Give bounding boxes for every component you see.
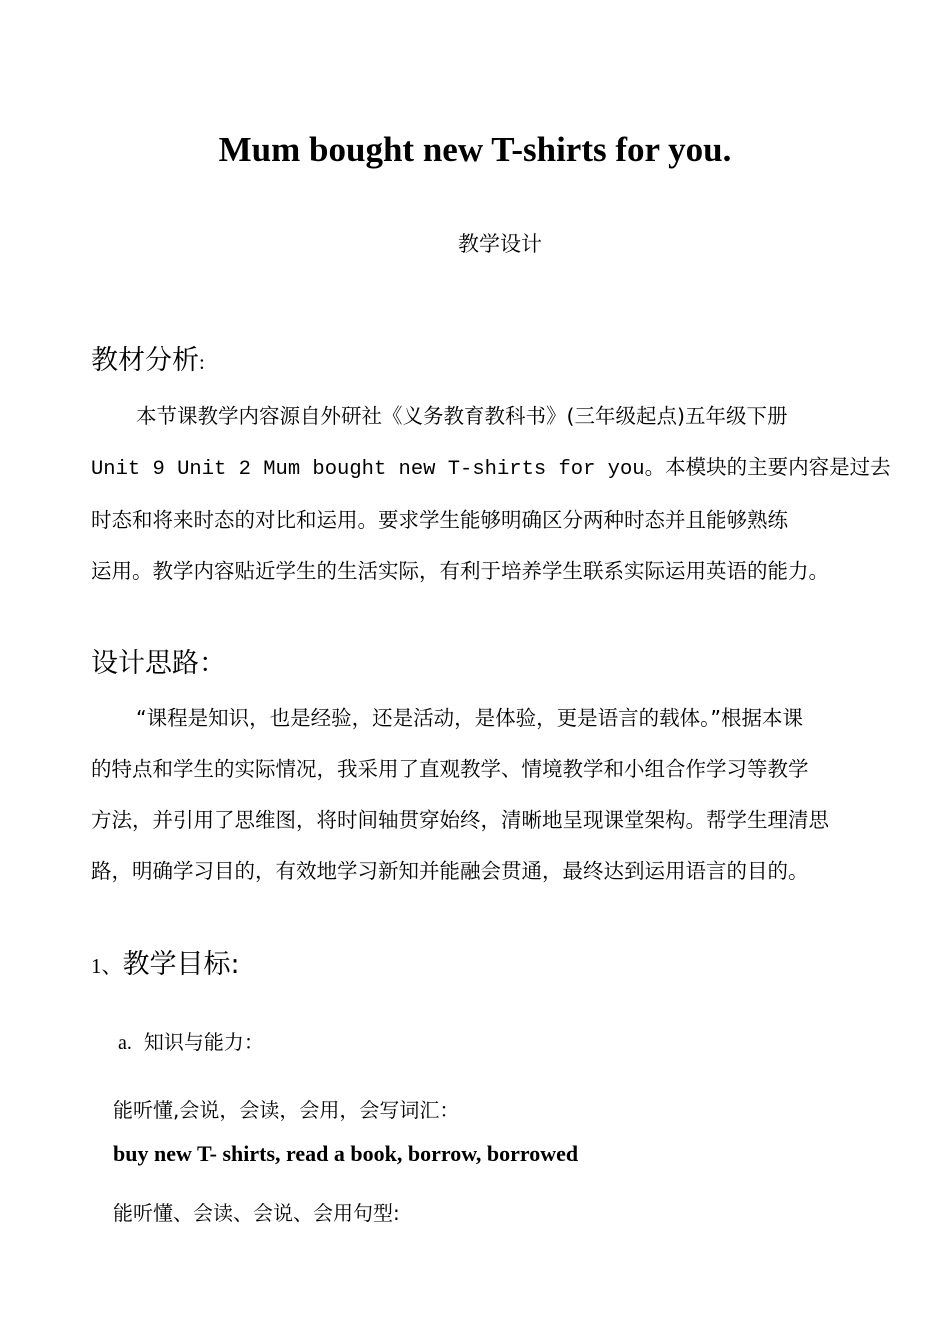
paragraph-line: 路，明确学习目的，有效地学习新知并能融会贯通，最终达到运用语言的目的。 xyxy=(91,859,809,883)
paragraph-line-part: 本模块的主要内容是过去 xyxy=(665,455,891,479)
paragraph-line: “课程是知识，也是经验，还是活动，是体验，更是语言的载体。”根据本课 xyxy=(136,706,803,730)
subheading-knowledge-ability xyxy=(118,1026,264,1055)
document-subtitle: 教学设计 xyxy=(458,232,542,256)
vocabulary-intro: 能听懂,会说，会读，会用，会写词汇： xyxy=(113,1098,460,1122)
paragraph-line: 时态和将来时态的对比和运用。要求学生能够明确区分两种时态并且能够熟练 xyxy=(91,508,788,532)
paragraph-line: 运用。教学内容贴近学生的生活实际，有利于培养学生联系实际运用英语的能力。 xyxy=(91,559,829,583)
section-heading-teaching-goals xyxy=(91,942,240,981)
section-heading-design-ideas: 设计思路： xyxy=(91,648,226,679)
subheading-text: 知识与能力： xyxy=(143,1030,264,1054)
sentence-patterns-intro: 能听懂、会读、会说、会用句型: xyxy=(113,1201,400,1225)
section-heading-material-analysis xyxy=(91,338,205,377)
section-number: 1、 xyxy=(91,954,123,978)
vocabulary-list: buy new T- shirts, read a book, borrow, borrowed xyxy=(113,1141,579,1166)
paragraph-line xyxy=(91,442,891,495)
paragraph-line: 的特点和学生的实际情况，我采用了直观教学、情境教学和小组合作学习等教学 xyxy=(91,757,809,781)
list-marker: a. xyxy=(118,1032,132,1054)
heading-colon: : xyxy=(199,350,205,374)
heading-text: 教学目标: xyxy=(122,949,240,980)
paragraph-design-ideas xyxy=(91,693,881,897)
unit-reference: Unit 9 Unit 2 Mum bought new T-shirts for you。 xyxy=(91,458,666,481)
paragraph-material-analysis xyxy=(91,391,891,597)
document-title: Mum bought new T-shirts for you. xyxy=(218,130,732,169)
paragraph-line: 本节课教学内容源自外研社《义务教育教科书》(三年级起点)五年级下册 xyxy=(136,404,788,428)
heading-text: 教材分析 xyxy=(91,345,199,376)
paragraph-line: 方法，并引用了思维图，将时间轴贯穿始终，清晰地呈现课堂架构。帮学生理清思 xyxy=(91,808,829,832)
